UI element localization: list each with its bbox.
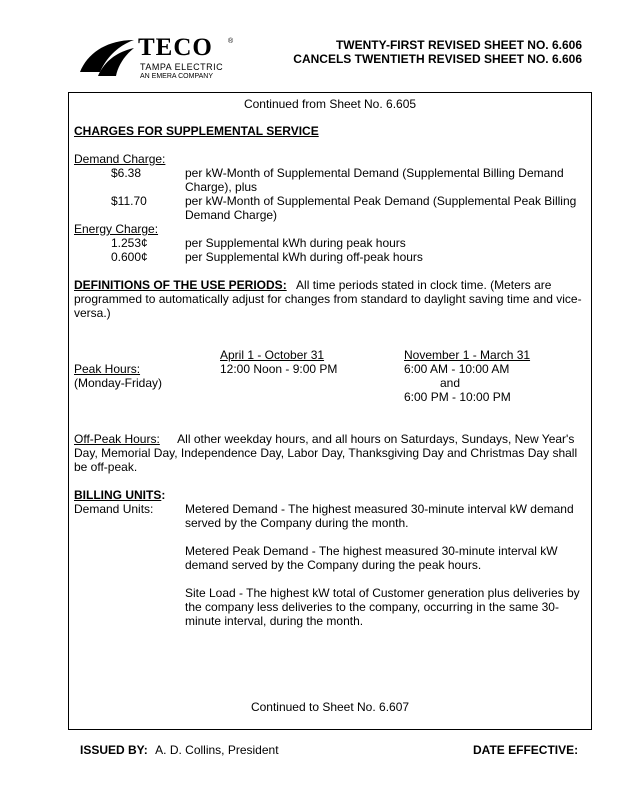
- energy-charge-desc: per Supplemental kWh during peak hours: [185, 236, 406, 250]
- offpeak-line3: be off-peak.: [74, 460, 138, 474]
- demand-units-label: Demand Units:: [74, 502, 154, 516]
- energy-charge-desc: per Supplemental kWh during off-peak hours: [185, 250, 423, 264]
- peak-hours-days: (Monday-Friday): [74, 376, 163, 390]
- demand-charge-amount: $6.38: [111, 166, 142, 180]
- metered-demand-line1: Metered Demand - The highest measured 30-minute interval kW demand: [185, 502, 574, 516]
- issued-by-value: A. D. Collins, President: [155, 743, 279, 757]
- tariff-frame: [68, 92, 592, 730]
- peak-demand-charge-desc: Demand Charge): [185, 208, 278, 222]
- metered-demand-line2: served by the Company during the month.: [185, 516, 409, 530]
- billing-units-heading-line: BILLING UNITS:: [74, 488, 166, 502]
- offpeak-line1: Off-Peak Hours: All other weekday hours, and all hours on Saturdays, Sundays, New Year's: [74, 432, 575, 446]
- demand-charge-label: Demand Charge:: [74, 152, 166, 166]
- period2-and: and: [440, 376, 461, 390]
- issued-by: [80, 743, 279, 757]
- definitions-heading: DEFINITIONS OF THE USE PERIODS:: [74, 278, 287, 292]
- definitions-line2: programmed to automatically adjust for changes from standard to daylight saving time and vice-: [74, 292, 582, 306]
- logo-line2: AN EMERA COMPANY: [140, 73, 213, 80]
- peak-demand-charge-amount: $11.70: [111, 194, 147, 208]
- peak-hours-label: Peak Hours:: [74, 362, 141, 376]
- energy-charge-label: Energy Charge:: [74, 222, 159, 236]
- offpeak-label: Off-Peak Hours:: [74, 432, 160, 446]
- site-load-line2: the company less deliveries to the company, occurring in the same 30-: [185, 600, 559, 614]
- metered-peak-line1: Metered Peak Demand - The highest measured 30-minute interval kW: [185, 544, 558, 558]
- logo-line1: TAMPA ELECTRIC: [140, 62, 224, 72]
- demand-charge-desc: Charge), plus: [185, 180, 258, 194]
- issued-by-label: ISSUED BY:: [80, 743, 148, 757]
- sheet-header: [293, 38, 582, 66]
- site-load-line3: minute interval, during the month.: [185, 614, 364, 628]
- period2-heading: November 1 - March 31: [404, 348, 531, 362]
- offpeak-line2: Day, Memorial Day, Independence Day, Labor Day, Thanksgiving Day and Christmas Day shall: [74, 446, 578, 460]
- peak-demand-charge-desc: per kW-Month of Supplemental Peak Demand (Supplemental Peak Billing: [185, 194, 577, 208]
- charges-heading: CHARGES FOR SUPPLEMENTAL SERVICE: [74, 124, 319, 138]
- energy-charge-amount: 0.600¢: [111, 250, 148, 264]
- site-load-line1: Site Load - The highest kW total of Customer generation plus deliveries by: [185, 586, 580, 600]
- date-effective-label: DATE EFFECTIVE:: [473, 743, 579, 757]
- sheet-title: TWENTY-FIRST REVISED SHEET NO. 6.606: [335, 38, 582, 52]
- definitions-line3: versa.): [74, 306, 111, 320]
- period2-peak-evening: 6:00 PM - 10:00 PM: [404, 390, 511, 404]
- logo-brand: TECO: [138, 34, 213, 61]
- energy-charge-amount: 1.253¢: [111, 236, 148, 250]
- period1-heading: April 1 - October 31: [220, 348, 325, 362]
- continued-to: Continued to Sheet No. 6.607: [250, 700, 410, 714]
- period1-peak: 12:00 Noon - 9:00 PM: [220, 362, 338, 376]
- period2-peak-morning: 6:00 AM - 10:00 AM: [404, 362, 510, 376]
- teco-logo: [78, 34, 258, 84]
- demand-charge-desc: per kW-Month of Supplemental Demand (Supplemental Billing Demand: [185, 166, 564, 180]
- definitions-line1: DEFINITIONS OF THE USE PERIODS: All time periods stated in clock time. (Meters are: [74, 278, 552, 292]
- sheet-cancels: CANCELS TWENTIETH REVISED SHEET NO. 6.606: [293, 52, 582, 66]
- continued-from: Continued from Sheet No. 6.605: [243, 97, 417, 111]
- billing-units-heading: BILLING UNITS: [74, 488, 162, 502]
- logo-trademark: ®: [228, 38, 234, 45]
- metered-peak-line2: demand served by the Company during the peak hours.: [185, 558, 482, 572]
